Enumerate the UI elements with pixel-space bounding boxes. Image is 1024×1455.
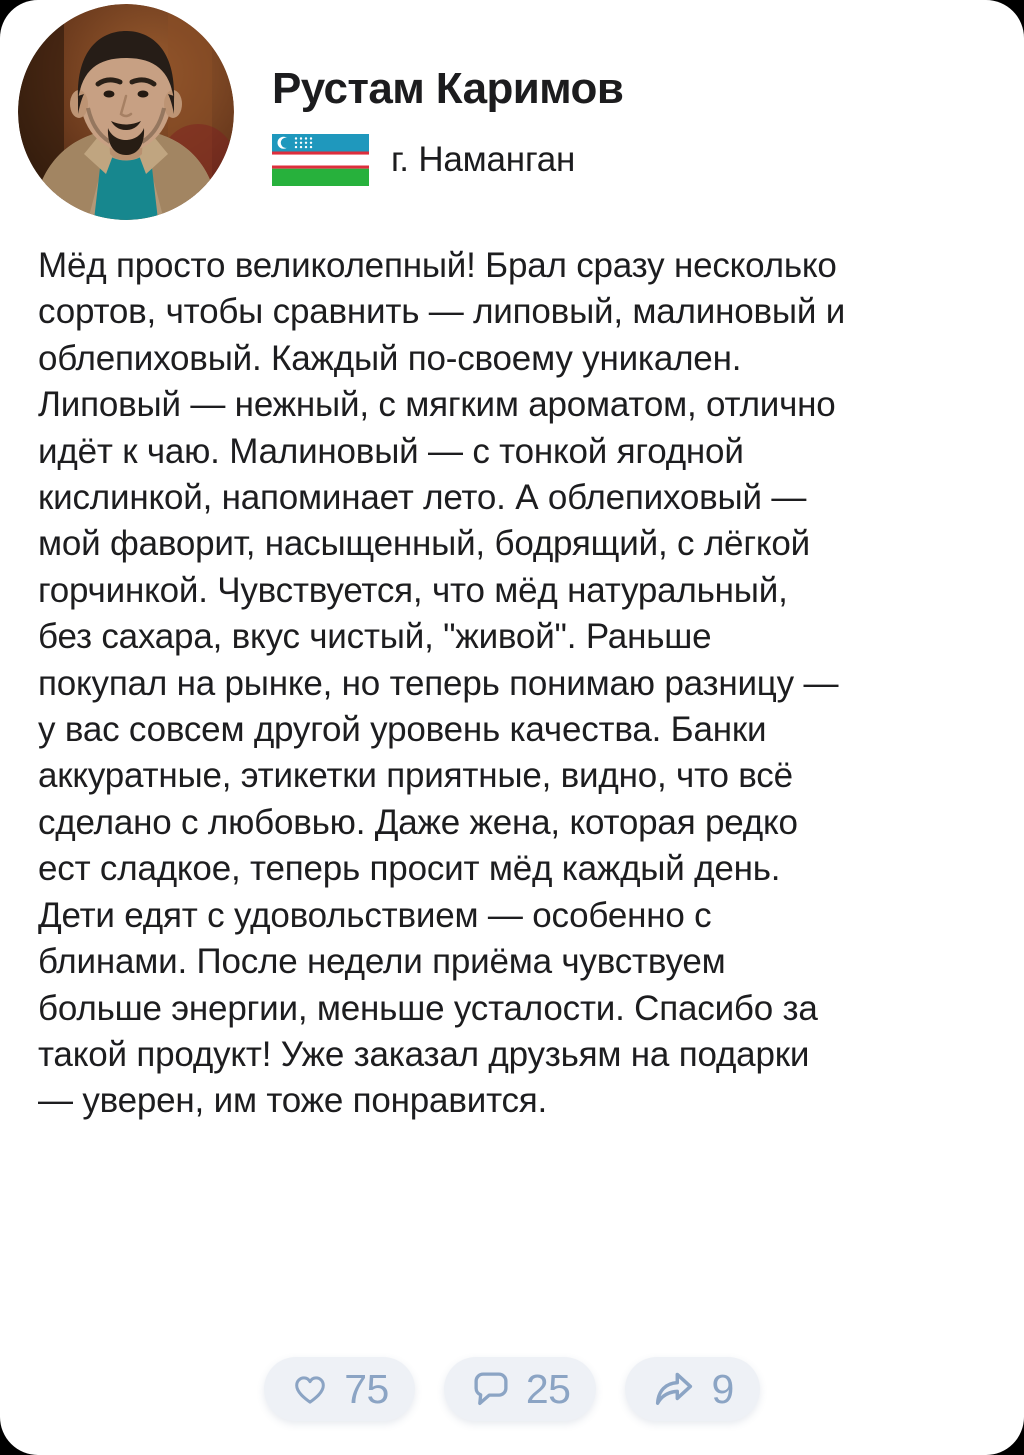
review-line: горчинкой. Чувствуется, что мёд натуральный, [38, 570, 788, 610]
review-line: сделано с любовью. Даже жена, которая редко [38, 802, 798, 842]
review-line: ест сладкое, теперь просит мёд каждый день. [38, 849, 781, 889]
review-line: покупал на рынке, но теперь понимаю разницу — [38, 663, 839, 703]
avatar[interactable] [18, 4, 234, 220]
comment-button[interactable] [444, 1357, 597, 1421]
author-city: г. Наманган [391, 140, 576, 180]
review-line: у вас совсем другой уровень качества. Банки [38, 710, 767, 750]
review-line: Дети едят с удовольствием — особенно с [38, 895, 712, 935]
review-text [38, 243, 992, 1125]
review-line: идёт к чаю. Малиновый — с тонкой ягодной [38, 431, 744, 471]
comment-count: 25 [525, 1365, 571, 1412]
author-name: Рустам Каримов [272, 64, 624, 113]
share-count: 9 [711, 1365, 734, 1412]
heart-icon [290, 1370, 330, 1408]
review-line: — уверен, им тоже понравится. [38, 1081, 548, 1121]
review-line: блинами. После недели приёма чувствуем [38, 942, 726, 982]
comment-icon [470, 1368, 512, 1410]
review-line: облепиховый. Каждый по-своему уникален. [38, 338, 742, 378]
share-button[interactable] [625, 1357, 759, 1421]
location-row [272, 134, 623, 186]
review-line: сортов, чтобы сравнить — липовый, малиновый и [38, 292, 846, 332]
uzbekistan-flag-icon [272, 134, 369, 186]
review-line: без сахара, вкус чистый, "живой". Раньше [38, 617, 712, 657]
review-line: кислинкой, напоминает лето. А облепиховый — [38, 478, 807, 518]
review-line: такой продукт! Уже заказал друзьям на подарки [38, 1034, 810, 1074]
review-line: Липовый — нежный, с мягким ароматом, отлично [38, 385, 836, 425]
actions-bar [0, 1357, 1024, 1421]
header-info [272, 63, 623, 186]
review-line: мой фаворит, насыщенный, бодрящий, с лёгкой [38, 524, 811, 564]
review-line: больше энергии, меньше усталости. Спасибо за [38, 988, 818, 1028]
avatar-photo [18, 4, 234, 220]
share-arrow-icon [651, 1369, 697, 1409]
review-line: Мёд просто великолепный! Брал сразу несколько [38, 246, 837, 285]
like-count: 75 [344, 1365, 389, 1412]
like-button[interactable] [264, 1357, 415, 1421]
review-line: аккуратные, этикетки приятные, видно, что всё [38, 756, 793, 796]
